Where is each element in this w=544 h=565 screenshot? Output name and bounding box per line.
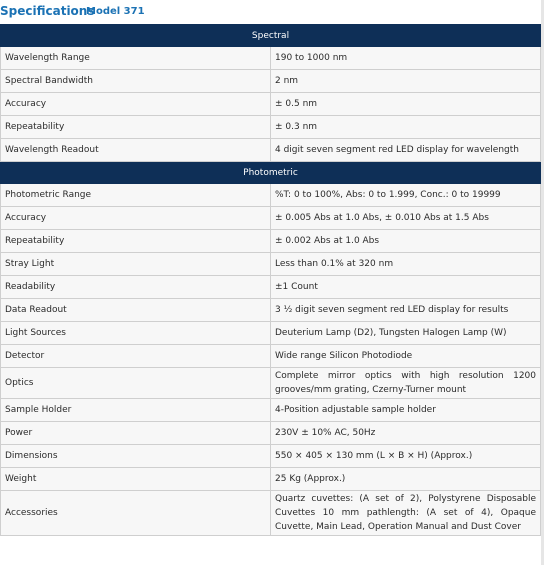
spec-label: Weight — [1, 468, 271, 491]
specifications-table — [0, 24, 541, 536]
table-row — [1, 70, 541, 93]
spec-value: 190 to 1000 nm — [271, 47, 541, 70]
spec-value: 2 nm — [271, 70, 541, 93]
table-row — [1, 468, 541, 491]
table-row — [1, 445, 541, 468]
spec-label: Accuracy — [1, 93, 271, 116]
spec-value: ± 0.5 nm — [271, 93, 541, 116]
table-row — [1, 93, 541, 116]
table-row — [1, 345, 541, 368]
spec-label: Readability — [1, 276, 271, 299]
section-header-photometric — [1, 162, 541, 184]
spec-label: Repeatability — [1, 116, 271, 139]
spec-value: 4-Position adjustable sample holder — [271, 399, 541, 422]
spec-value: Complete mirror optics with high resolution 1200 grooves/mm grating, Czerny-Turner mount — [271, 368, 541, 399]
spec-value: 3 ½ digit seven segment red LED display for results — [271, 299, 541, 322]
table-row — [1, 299, 541, 322]
spec-label: Repeatability — [1, 230, 271, 253]
spec-label: Photometric Range — [1, 184, 271, 207]
spec-value: ± 0.005 Abs at 1.0 Abs, ± 0.010 Abs at 1.5 Abs — [271, 207, 541, 230]
model-name: Model 371 — [86, 6, 145, 17]
spec-label: Accuracy — [1, 207, 271, 230]
spec-value: Quartz cuvettes: (A set of 2), Polystyrene Disposable Cuvettes 10 mm pathlength: (A set of 4), Opaque Cuvette, Main Lead, Operation Manual and Dust Cover — [271, 491, 541, 536]
spec-label: Detector — [1, 345, 271, 368]
spec-value: Deuterium Lamp (D2), Tungsten Halogen Lamp (W) — [271, 322, 541, 345]
table-row — [1, 368, 541, 399]
spec-value: ± 0.3 nm — [271, 116, 541, 139]
spec-value: 4 digit seven segment red LED display for wavelength — [271, 139, 541, 162]
table-row — [1, 184, 541, 207]
spec-label: Data Readout — [1, 299, 271, 322]
spec-label: Light Sources — [1, 322, 271, 345]
table-row — [1, 422, 541, 445]
table-row — [1, 139, 541, 162]
table-row — [1, 116, 541, 139]
table-row — [1, 322, 541, 345]
spec-label: Wavelength Range — [1, 47, 271, 70]
spec-value: 230V ± 10% AC, 50Hz — [271, 422, 541, 445]
table-row — [1, 276, 541, 299]
section-title: Photometric — [1, 162, 541, 184]
spec-value: Wide range Silicon Photodiode — [271, 345, 541, 368]
spec-label: Spectral Bandwidth — [1, 70, 271, 93]
section-title: Spectral — [1, 25, 541, 47]
spec-value: %T: 0 to 100%, Abs: 0 to 1.999, Conc.: 0 to 19999 — [271, 184, 541, 207]
spec-value: Less than 0.1% at 320 nm — [271, 253, 541, 276]
table-row — [1, 491, 541, 536]
table-row — [1, 230, 541, 253]
spec-label: Power — [1, 422, 271, 445]
table-row — [1, 207, 541, 230]
spec-label: Accessories — [1, 491, 271, 536]
spec-label: Dimensions — [1, 445, 271, 468]
spec-value: ± 0.002 Abs at 1.0 Abs — [271, 230, 541, 253]
page-title: Specifications — [0, 4, 95, 18]
spec-label: Sample Holder — [1, 399, 271, 422]
spec-value: 550 × 405 × 130 mm (L × B × H) (Approx.) — [271, 445, 541, 468]
spec-label: Wavelength Readout — [1, 139, 271, 162]
page-header — [0, 0, 544, 24]
table-row — [1, 399, 541, 422]
table-row — [1, 47, 541, 70]
section-header-spectral — [1, 25, 541, 47]
table-row — [1, 253, 541, 276]
spec-value: ±1 Count — [271, 276, 541, 299]
spec-value: 25 Kg (Approx.) — [271, 468, 541, 491]
spec-label: Optics — [1, 368, 271, 399]
spec-label: Stray Light — [1, 253, 271, 276]
